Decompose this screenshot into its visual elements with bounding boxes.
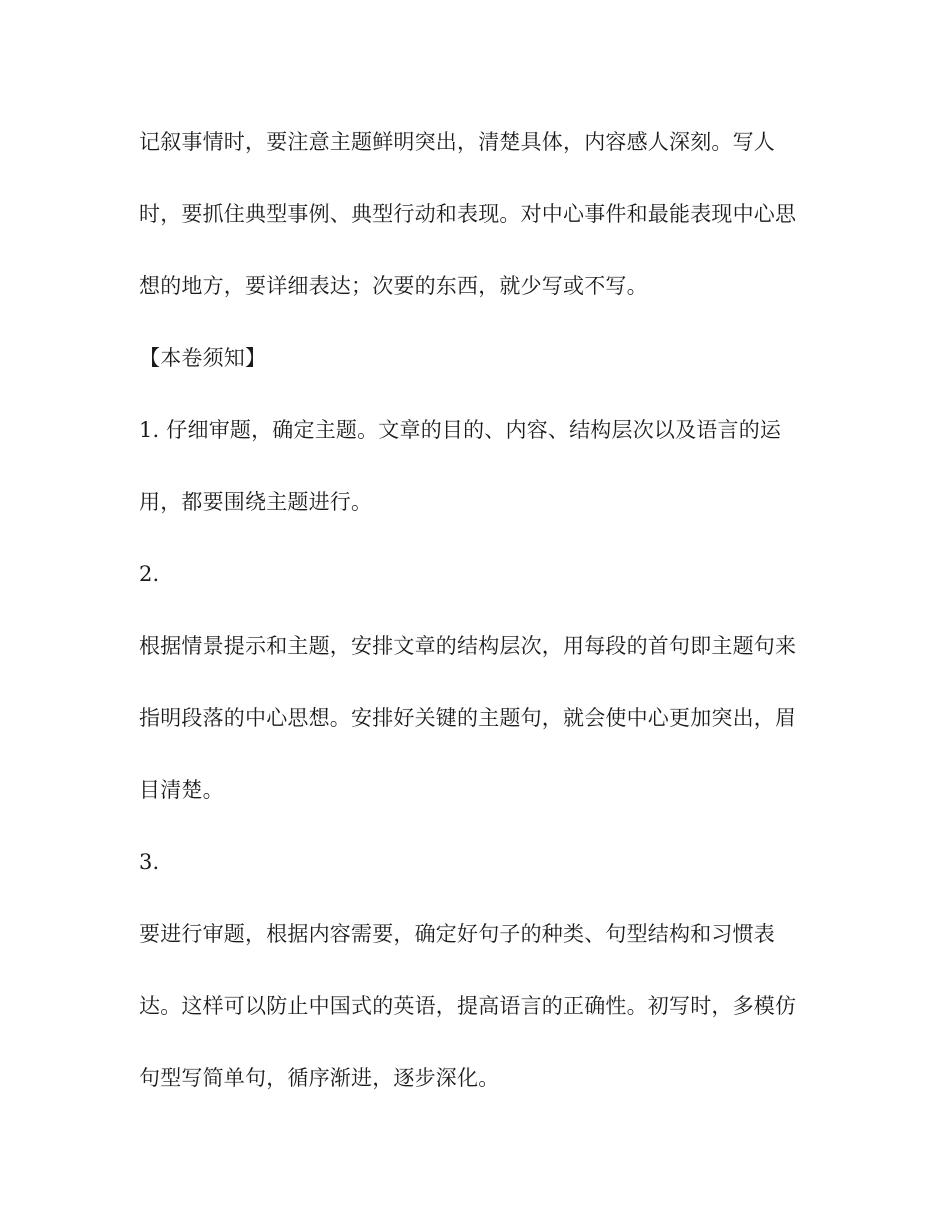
item-3-number: 3. (139, 850, 160, 874)
item-1-line-1: 1. 仔细审题，确定主题。文章的目的、内容、结构层次以及语言的运 (139, 418, 782, 442)
item-2-number: 2. (139, 562, 160, 586)
intro-line-2: 时，要抓住典型事例、典型行动和表现。对中心事件和最能表现中心思 (139, 202, 797, 226)
notice-heading: 【本卷须知】 (139, 346, 267, 370)
item-2-line-3: 目清楚。 (139, 778, 224, 802)
item-3-line-1: 要进行审题，根据内容需要，确定好句子的种类、句型结构和习惯表 (139, 922, 775, 946)
item-2-line-1: 根据情景提示和主题，安排文章的结构层次，用每段的首句即主题句来 (139, 634, 797, 658)
item-3-line-2: 达。这样可以防止中国式的英语，提高语言的正确性。初写时，多模仿 (139, 994, 797, 1018)
item-3-line-3: 句型写简单句，循序渐进，逐步深化。 (139, 1066, 500, 1090)
item-1-line-2: 用，都要围绕主题进行。 (139, 490, 373, 514)
intro-line-1: 记叙事情时，要注意主题鲜明突出，清楚具体，内容感人深刻。写人 (139, 130, 775, 154)
item-2-line-2: 指明段落的中心思想。安排好关键的主题句，就会使中心更加突出，眉 (139, 706, 797, 730)
intro-line-3: 想的地方，要详细表达；次要的东西，就少写或不写。 (139, 274, 648, 298)
